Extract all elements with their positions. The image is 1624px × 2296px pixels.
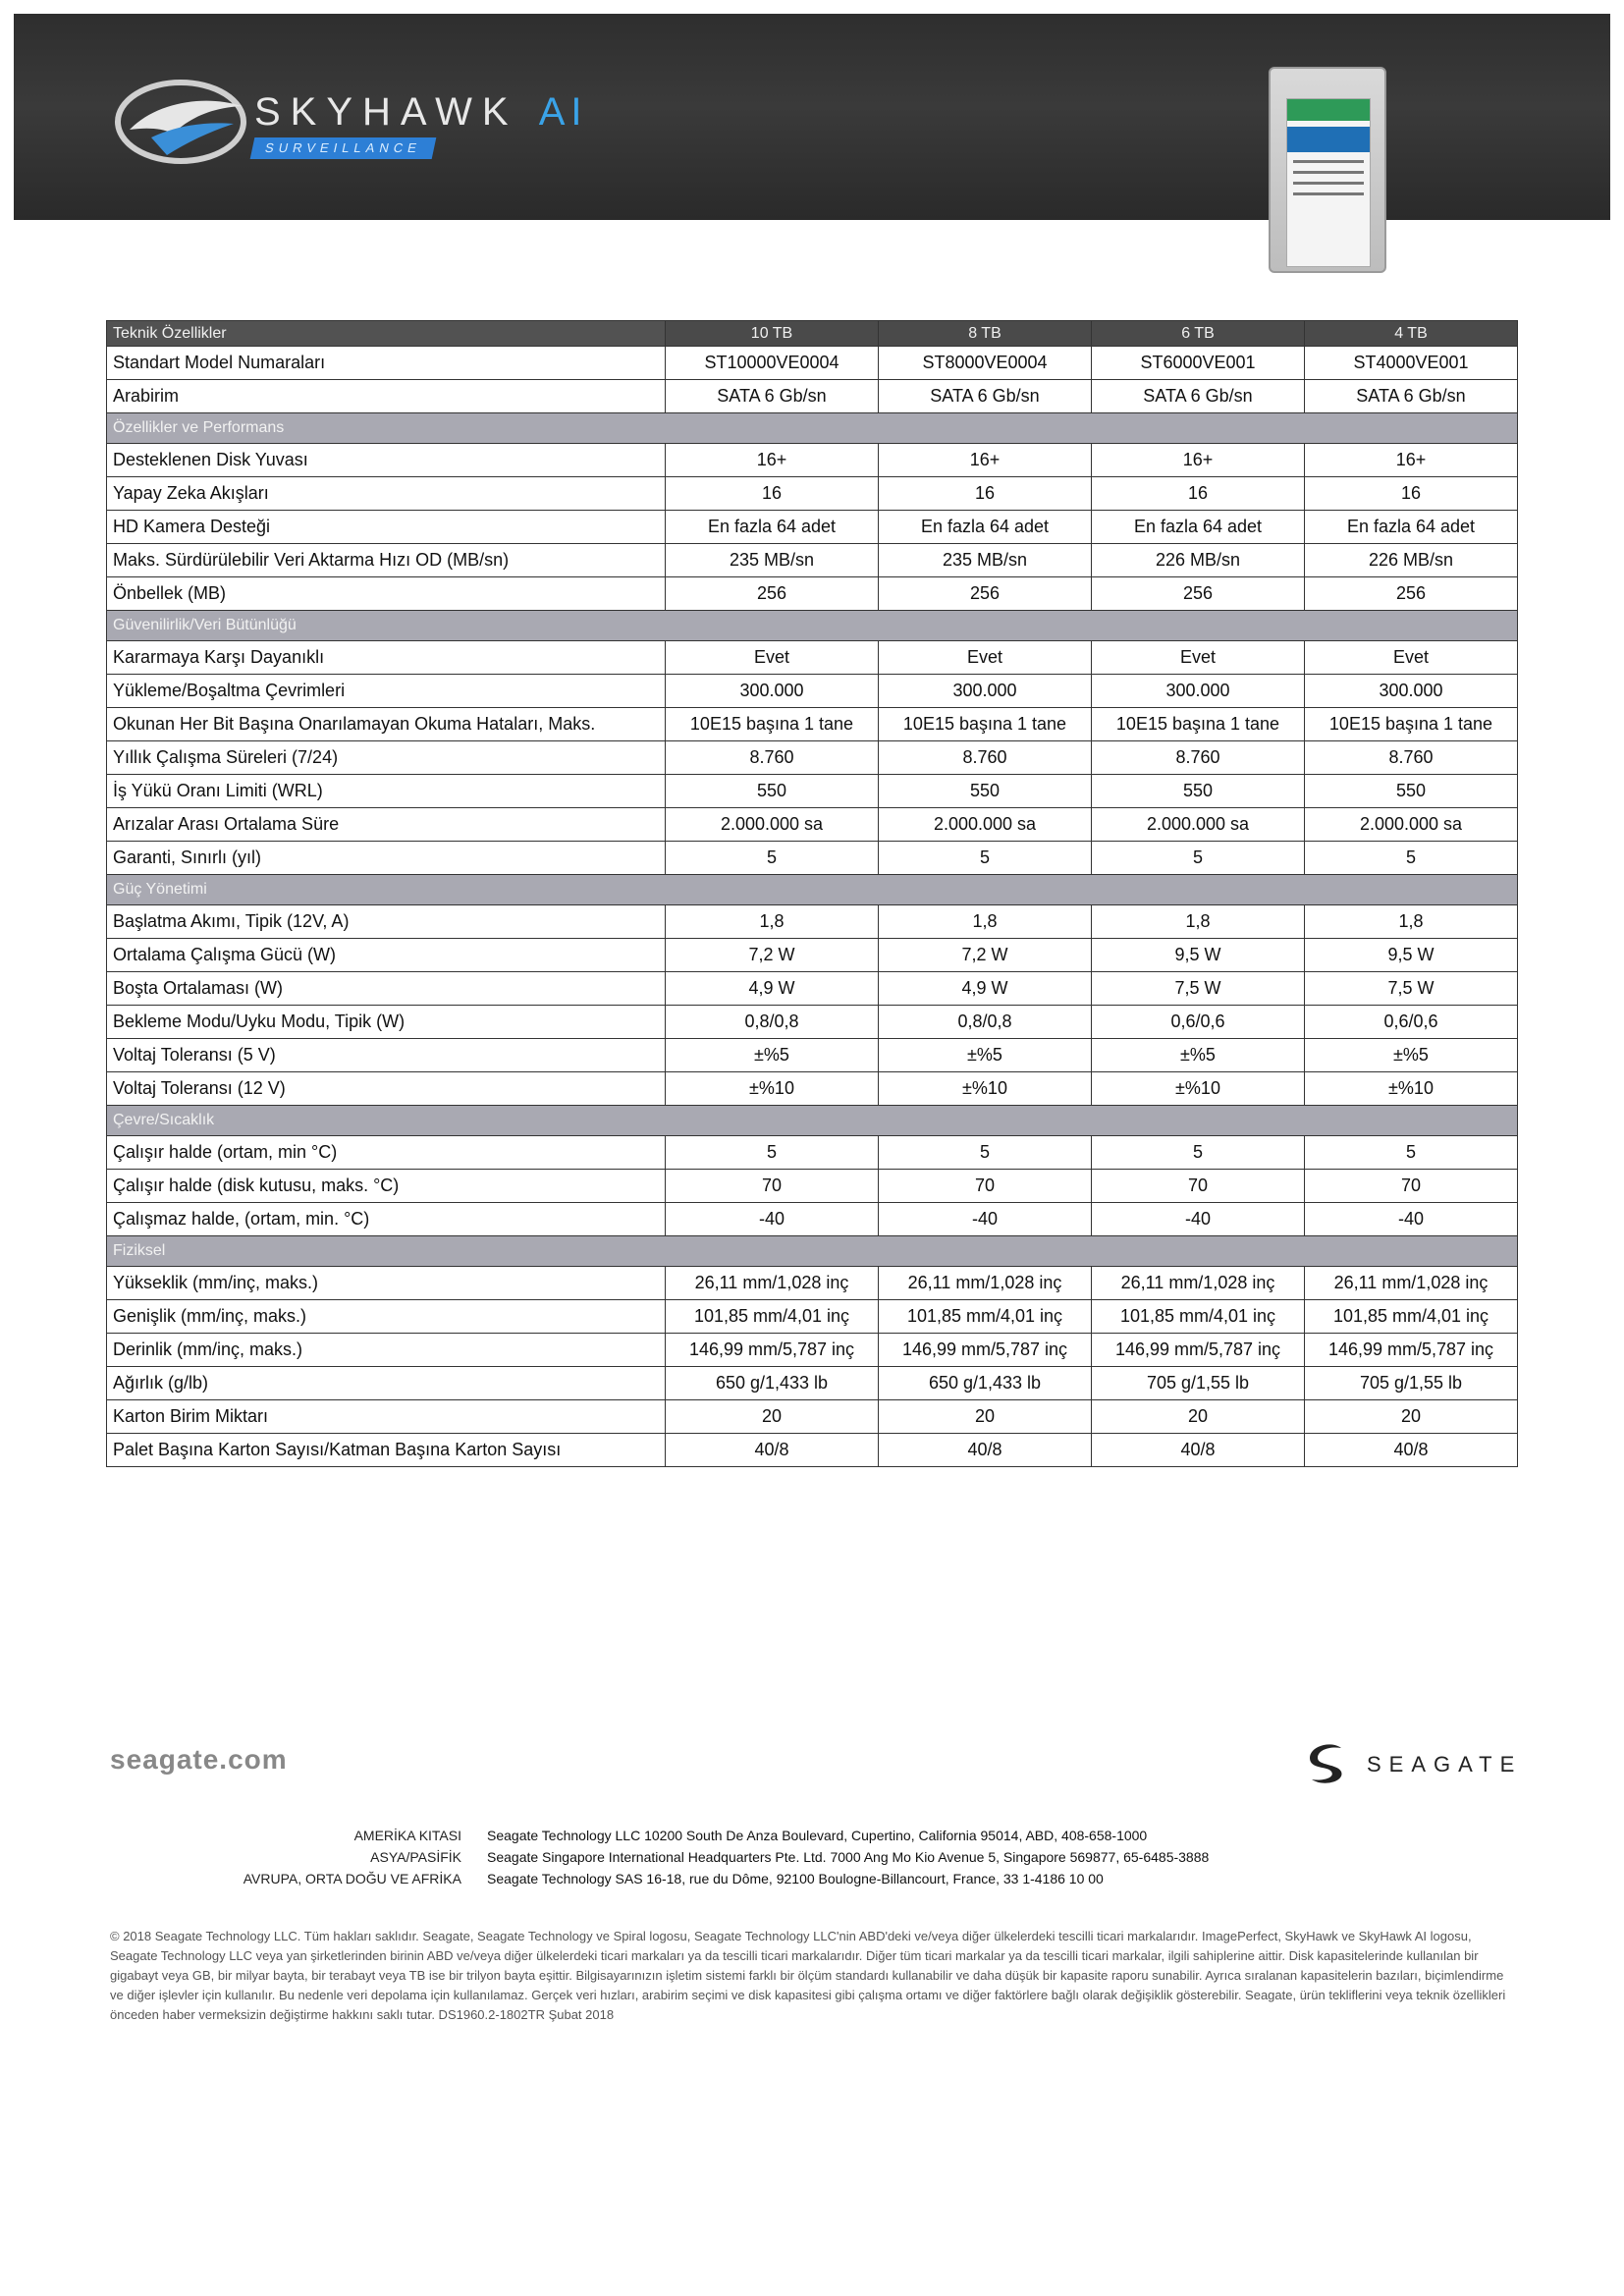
row-label: İş Yükü Oranı Limiti (WRL) xyxy=(107,775,666,808)
address-row xyxy=(196,1825,1375,1846)
section-header-row xyxy=(107,1106,1518,1136)
brand-title-text: SKYHAWK xyxy=(254,90,518,134)
table-cell: 5 xyxy=(1305,842,1518,875)
table-cell: -40 xyxy=(1305,1203,1518,1236)
table-row xyxy=(107,1367,1518,1400)
table-cell: 650 g/1,433 lb xyxy=(666,1367,879,1400)
table-cell: 550 xyxy=(666,775,879,808)
section-label: Özellikler ve Performans xyxy=(107,413,1518,444)
row-label: Arızalar Arası Ortalama Süre xyxy=(107,808,666,842)
table-row xyxy=(107,1300,1518,1334)
table-cell: En fazla 64 adet xyxy=(879,511,1092,544)
table-row xyxy=(107,808,1518,842)
row-label: Çalışmaz halde, (ortam, min. °C) xyxy=(107,1203,666,1236)
table-cell: 2.000.000 sa xyxy=(879,808,1092,842)
section-header-row xyxy=(107,875,1518,905)
table-cell: 300.000 xyxy=(1092,675,1305,708)
table-row xyxy=(107,544,1518,577)
table-cell: ±%10 xyxy=(879,1072,1092,1106)
table-cell: En fazla 64 adet xyxy=(1305,511,1518,544)
table-cell: SATA 6 Gb/sn xyxy=(1092,380,1305,413)
table-cell: 26,11 mm/1,028 inç xyxy=(879,1267,1092,1300)
table-row xyxy=(107,347,1518,380)
table-cell: 16 xyxy=(879,477,1092,511)
table-row xyxy=(107,905,1518,939)
row-label: HD Kamera Desteği xyxy=(107,511,666,544)
table-cell: 40/8 xyxy=(666,1434,879,1467)
table-cell: 16 xyxy=(666,477,879,511)
table-cell: 5 xyxy=(1305,1136,1518,1170)
table-cell: 256 xyxy=(1092,577,1305,611)
table-cell: 101,85 mm/4,01 inç xyxy=(1092,1300,1305,1334)
hard-drive-product-image xyxy=(1269,67,1386,273)
table-cell: ±%5 xyxy=(879,1039,1092,1072)
address-text: Seagate Technology SAS 16-18, rue du Dôme, 92100 Boulogne-Billancourt, France, 33 1-4186 10 00 xyxy=(487,1871,1104,1886)
table-cell: 20 xyxy=(1092,1400,1305,1434)
row-label: Kararmaya Karşı Dayanıklı xyxy=(107,641,666,675)
row-label: Ortalama Çalışma Gücü (W) xyxy=(107,939,666,972)
row-label: Derinlik (mm/inç, maks.) xyxy=(107,1334,666,1367)
table-cell: 2.000.000 sa xyxy=(1092,808,1305,842)
table-cell: 70 xyxy=(879,1170,1092,1203)
row-label: Yıllık Çalışma Süreleri (7/24) xyxy=(107,741,666,775)
table-row xyxy=(107,641,1518,675)
table-cell: 5 xyxy=(879,1136,1092,1170)
table-cell: 16 xyxy=(1092,477,1305,511)
table-cell: SATA 6 Gb/sn xyxy=(666,380,879,413)
table-row xyxy=(107,1400,1518,1434)
table-row xyxy=(107,1072,1518,1106)
address-row xyxy=(196,1846,1375,1868)
table-cell: 705 g/1,55 lb xyxy=(1092,1367,1305,1400)
row-label: Palet Başına Karton Sayısı/Katman Başına Karton Sayısı xyxy=(107,1434,666,1467)
table-cell: ST6000VE001 xyxy=(1092,347,1305,380)
table-cell: ST8000VE0004 xyxy=(879,347,1092,380)
address-region: AMERİKA KITASI xyxy=(353,1828,461,1843)
address-text: Seagate Technology LLC 10200 South De Anza Boulevard, Cupertino, California 95014, ABD, 408-658-1000 xyxy=(487,1828,1148,1843)
table-cell: 7,2 W xyxy=(666,939,879,972)
table-cell: ST4000VE001 xyxy=(1305,347,1518,380)
table-cell: 550 xyxy=(879,775,1092,808)
table-header-row xyxy=(107,321,1518,347)
table-cell: 7,5 W xyxy=(1305,972,1518,1006)
table-cell: 1,8 xyxy=(1092,905,1305,939)
table-cell: 300.000 xyxy=(879,675,1092,708)
row-label: Voltaj Toleransı (12 V) xyxy=(107,1072,666,1106)
table-row xyxy=(107,1434,1518,1467)
table-row xyxy=(107,1203,1518,1236)
table-cell: 16+ xyxy=(1305,444,1518,477)
row-label: Yükleme/Boşaltma Çevrimleri xyxy=(107,675,666,708)
drive-label-graphic xyxy=(1286,98,1371,267)
table-cell: 0,8/0,8 xyxy=(879,1006,1092,1039)
column-header-capacity: 4 TB xyxy=(1305,321,1518,347)
table-cell: -40 xyxy=(1092,1203,1305,1236)
table-cell: En fazla 64 adet xyxy=(1092,511,1305,544)
table-cell: 5 xyxy=(879,842,1092,875)
table-cell: 235 MB/sn xyxy=(879,544,1092,577)
table-cell: 1,8 xyxy=(1305,905,1518,939)
table-cell: ±%10 xyxy=(1305,1072,1518,1106)
table-cell: 5 xyxy=(1092,1136,1305,1170)
table-cell: 256 xyxy=(666,577,879,611)
table-cell: 16+ xyxy=(879,444,1092,477)
table-cell: 7,5 W xyxy=(1092,972,1305,1006)
table-row xyxy=(107,1006,1518,1039)
table-cell: 16+ xyxy=(666,444,879,477)
table-cell: 0,6/0,6 xyxy=(1092,1006,1305,1039)
row-label: Okunan Her Bit Başına Onarılamayan Okuma Hataları, Maks. xyxy=(107,708,666,741)
row-label: Arabirim xyxy=(107,380,666,413)
seagate-url[interactable]: seagate.com xyxy=(110,1744,288,1775)
table-cell: Evet xyxy=(666,641,879,675)
row-label: Yapay Zeka Akışları xyxy=(107,477,666,511)
table-cell: 16+ xyxy=(1092,444,1305,477)
table-cell: 5 xyxy=(666,1136,879,1170)
table-row xyxy=(107,1334,1518,1367)
table-row xyxy=(107,1136,1518,1170)
skyhawk-bird-logo-icon xyxy=(112,73,249,171)
table-cell: 0,6/0,6 xyxy=(1305,1006,1518,1039)
table-cell: 20 xyxy=(666,1400,879,1434)
table-cell: 226 MB/sn xyxy=(1092,544,1305,577)
table-row xyxy=(107,1039,1518,1072)
column-header-capacity: 10 TB xyxy=(666,321,879,347)
address-region: ASYA/PASİFİK xyxy=(370,1849,461,1865)
table-row xyxy=(107,708,1518,741)
table-cell: 705 g/1,55 lb xyxy=(1305,1367,1518,1400)
address-row xyxy=(196,1868,1375,1889)
address-region: AVRUPA, ORTA DOĞU VE AFRİKA xyxy=(243,1871,461,1886)
table-cell: 550 xyxy=(1305,775,1518,808)
table-row xyxy=(107,1170,1518,1203)
section-header-row xyxy=(107,1236,1518,1267)
section-label: Çevre/Sıcaklık xyxy=(107,1106,1518,1136)
row-label: Garanti, Sınırlı (yıl) xyxy=(107,842,666,875)
table-cell: -40 xyxy=(879,1203,1092,1236)
table-row xyxy=(107,577,1518,611)
table-cell: 146,99 mm/5,787 inç xyxy=(879,1334,1092,1367)
column-header-spec: Teknik Özellikler xyxy=(107,321,666,347)
table-cell: ±%10 xyxy=(666,1072,879,1106)
table-cell: 20 xyxy=(879,1400,1092,1434)
table-cell: 101,85 mm/4,01 inç xyxy=(879,1300,1092,1334)
table-cell: 70 xyxy=(666,1170,879,1203)
table-cell: 235 MB/sn xyxy=(666,544,879,577)
column-header-capacity: 6 TB xyxy=(1092,321,1305,347)
table-cell: Evet xyxy=(1305,641,1518,675)
table-cell: 8.760 xyxy=(666,741,879,775)
table-cell: 2.000.000 sa xyxy=(1305,808,1518,842)
table-cell: En fazla 64 adet xyxy=(666,511,879,544)
table-cell: ±%5 xyxy=(1092,1039,1305,1072)
table-cell: SATA 6 Gb/sn xyxy=(1305,380,1518,413)
table-cell: 146,99 mm/5,787 inç xyxy=(666,1334,879,1367)
table-cell: 550 xyxy=(1092,775,1305,808)
address-text: Seagate Singapore International Headquarters Pte. Ltd. 7000 Ang Mo Kio Avenue 5, Singapore 569877, 65-6485-3888 xyxy=(487,1849,1210,1865)
table-row xyxy=(107,675,1518,708)
table-cell: 101,85 mm/4,01 inç xyxy=(1305,1300,1518,1334)
row-label: Genişlik (mm/inç, maks.) xyxy=(107,1300,666,1334)
table-row xyxy=(107,511,1518,544)
table-cell: 26,11 mm/1,028 inç xyxy=(1092,1267,1305,1300)
table-cell: 4,9 W xyxy=(666,972,879,1006)
table-cell: 8.760 xyxy=(879,741,1092,775)
table-cell: SATA 6 Gb/sn xyxy=(879,380,1092,413)
table-cell: 7,2 W xyxy=(879,939,1092,972)
table-row xyxy=(107,380,1518,413)
table-cell: Evet xyxy=(879,641,1092,675)
table-cell: 16 xyxy=(1305,477,1518,511)
brand-ai-text: AI xyxy=(538,90,588,134)
row-label: Boşta Ortalaması (W) xyxy=(107,972,666,1006)
section-header-row xyxy=(107,413,1518,444)
seagate-spiral-logo-icon xyxy=(1302,1738,1351,1787)
row-label: Voltaj Toleransı (5 V) xyxy=(107,1039,666,1072)
table-cell: 146,99 mm/5,787 inç xyxy=(1092,1334,1305,1367)
table-row xyxy=(107,477,1518,511)
surveillance-badge: SURVEILLANCE xyxy=(250,137,437,159)
row-label: Çalışır halde (ortam, min °C) xyxy=(107,1136,666,1170)
table-cell: 256 xyxy=(879,577,1092,611)
table-cell: 40/8 xyxy=(879,1434,1092,1467)
table-cell: 300.000 xyxy=(666,675,879,708)
table-cell: -40 xyxy=(666,1203,879,1236)
row-label: Maks. Sürdürülebilir Veri Aktarma Hızı OD (MB/sn) xyxy=(107,544,666,577)
table-cell: Evet xyxy=(1092,641,1305,675)
footnotes-faded xyxy=(110,1563,1504,1681)
seagate-wordmark: SEAGATE xyxy=(1367,1752,1523,1777)
table-cell: 20 xyxy=(1305,1400,1518,1434)
table-cell: 146,99 mm/5,787 inç xyxy=(1305,1334,1518,1367)
table-cell: 0,8/0,8 xyxy=(666,1006,879,1039)
table-cell: ±%5 xyxy=(666,1039,879,1072)
row-label: Önbellek (MB) xyxy=(107,577,666,611)
table-cell: 4,9 W xyxy=(879,972,1092,1006)
table-cell: 5 xyxy=(666,842,879,875)
table-cell: 10E15 başına 1 tane xyxy=(1305,708,1518,741)
row-label: Başlatma Akımı, Tipik (12V, A) xyxy=(107,905,666,939)
table-row xyxy=(107,842,1518,875)
row-label: Standart Model Numaraları xyxy=(107,347,666,380)
table-cell: 300.000 xyxy=(1305,675,1518,708)
row-label: Ağırlık (g/lb) xyxy=(107,1367,666,1400)
table-row xyxy=(107,775,1518,808)
legal-text: © 2018 Seagate Technology LLC. Tüm hakları saklıdır. Seagate, Seagate Technology ve Spiral logosu, Seagate Technology LLC'nin ABD'deki ve/veya diğer ülkelerdeki tescilli ticari markalarıdır. ImagePerfect, SkyHawk ve SkyHawk AI logosu, Seagate Technology LLC veya yan şirketlerinden birinin ABD ve/veya diğer ülkelerdeki ticari markaları ya da tescilli ticari markalarıdır. Diğer tüm ticari markalar ya da tescilli ticari markalar, ilgili sahiplerine aittir. Disk kapasitelerinde kullanılan bir gigabayt veya GB, bir milyar bayta, bir terabayt veya TB ise bir trilyon bayta eşittir. Bilgisayarınızın işletim sistemi farklı bir ölçüm standardı kullanabilir ve daha düşük bir kapasite raporu sunabilir. Ayrıca sıralanan kapasitelerin bazıları, biçimlendirme ve diğer işlevler için kullanılır. Bu nedenle veri depolama için kullanılamaz. Gerçek veri hızları, arabirim seçimi ve disk kapasitesi gibi çalışma ortamı ve diğer faktörlere bağlı olarak değişiklik gösterebilir. Seagate, ürün tekliflerini veya teknik özellikleri önceden haber vermeksizin değiştirme hakkını saklı tutar. DS1960.2-1802TR Şubat 2018 xyxy=(110,1929,1506,2022)
table-row xyxy=(107,444,1518,477)
table-cell: 256 xyxy=(1305,577,1518,611)
table-cell: 8.760 xyxy=(1305,741,1518,775)
address-block xyxy=(196,1825,1375,1889)
table-cell: 70 xyxy=(1305,1170,1518,1203)
section-label: Fiziksel xyxy=(107,1236,1518,1267)
table-cell: 26,11 mm/1,028 inç xyxy=(666,1267,879,1300)
brand-title xyxy=(254,90,587,135)
table-cell: 10E15 başına 1 tane xyxy=(879,708,1092,741)
table-cell: 9,5 W xyxy=(1305,939,1518,972)
row-label: Karton Birim Miktarı xyxy=(107,1400,666,1434)
table-cell: 1,8 xyxy=(879,905,1092,939)
table-cell: 650 g/1,433 lb xyxy=(879,1367,1092,1400)
section-label: Güç Yönetimi xyxy=(107,875,1518,905)
table-cell: ±%5 xyxy=(1305,1039,1518,1072)
row-label: Çalışır halde (disk kutusu, maks. °C) xyxy=(107,1170,666,1203)
table-cell: ±%10 xyxy=(1092,1072,1305,1106)
spec-table xyxy=(106,320,1518,1467)
table-cell: 1,8 xyxy=(666,905,879,939)
table-cell: 10E15 başına 1 tane xyxy=(1092,708,1305,741)
table-row xyxy=(107,741,1518,775)
table-cell: 70 xyxy=(1092,1170,1305,1203)
table-cell: 8.760 xyxy=(1092,741,1305,775)
table-row xyxy=(107,1267,1518,1300)
table-row xyxy=(107,972,1518,1006)
section-header-row xyxy=(107,611,1518,641)
row-label: Desteklenen Disk Yuvası xyxy=(107,444,666,477)
table-cell: 26,11 mm/1,028 inç xyxy=(1305,1267,1518,1300)
table-cell: 226 MB/sn xyxy=(1305,544,1518,577)
table-cell: ST10000VE0004 xyxy=(666,347,879,380)
row-label: Bekleme Modu/Uyku Modu, Tipik (W) xyxy=(107,1006,666,1039)
table-cell: 2.000.000 sa xyxy=(666,808,879,842)
table-cell: 101,85 mm/4,01 inç xyxy=(666,1300,879,1334)
table-cell: 10E15 başına 1 tane xyxy=(666,708,879,741)
table-row xyxy=(107,939,1518,972)
column-header-capacity: 8 TB xyxy=(879,321,1092,347)
row-label: Yükseklik (mm/inç, maks.) xyxy=(107,1267,666,1300)
table-cell: 9,5 W xyxy=(1092,939,1305,972)
table-cell: 40/8 xyxy=(1092,1434,1305,1467)
section-label: Güvenilirlik/Veri Bütünlüğü xyxy=(107,611,1518,641)
table-cell: 40/8 xyxy=(1305,1434,1518,1467)
table-cell: 5 xyxy=(1092,842,1305,875)
